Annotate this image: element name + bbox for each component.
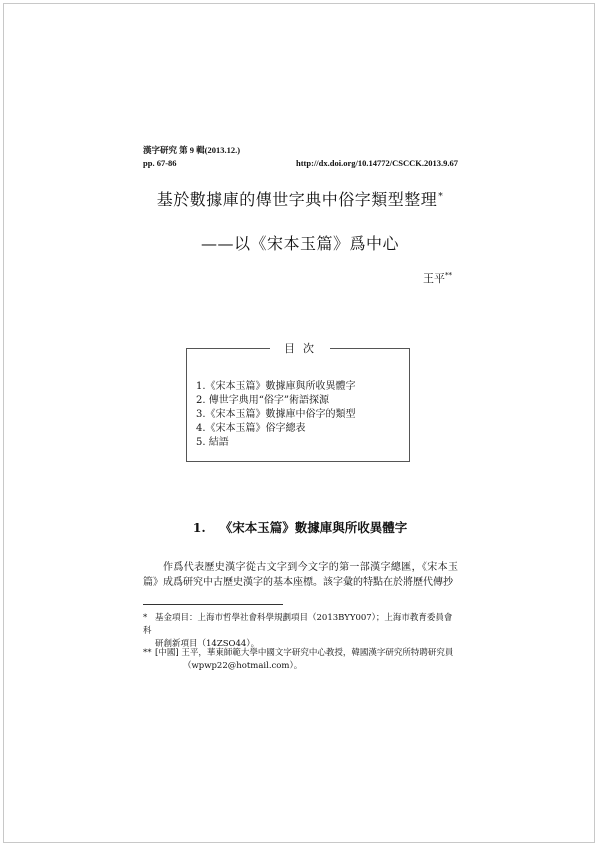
- toc-item: 4.《宋本玉篇》俗字總表: [196, 423, 306, 434]
- title-footnote-mark: *: [438, 191, 444, 202]
- toc-heading-text: 目次: [270, 342, 330, 355]
- section-number: 1.: [192, 520, 206, 535]
- running-header: [143, 144, 458, 170]
- journal-info: 漢字研究 第 9 輯(2013.12.): [143, 145, 241, 155]
- paper-subtitle: ——以《宋本玉篇》爲中心: [200, 234, 399, 253]
- footnote-text-cont: （wpwp22@hotmail.com）。: [183, 661, 303, 671]
- author-name: 王平: [423, 272, 445, 285]
- footnote-text: [中國] 王平，華東師範大學中國文字研究中心教授，韓國漢字研究所特聘研究員: [155, 648, 454, 658]
- footnote-mark: **: [143, 648, 152, 658]
- footnote-rule: [143, 604, 283, 605]
- doi-link[interactable]: http://dx.doi.org/10.14772/CSCCK.2013.9.67: [296, 158, 458, 168]
- toc-item: 1.《宋本玉篇》數據庫與所收異體字: [196, 381, 356, 392]
- footnote-1: [143, 612, 458, 651]
- page-range: pp. 67-86: [143, 158, 177, 168]
- toc-item: 2. 傳世字典用“俗字”術語探源: [196, 395, 329, 406]
- toc-heading: [0, 340, 600, 356]
- toc-list: [196, 380, 356, 450]
- paper-title: [0, 187, 600, 210]
- paper-title-text: 基於數據庫的傳世字典中俗字類型整理: [156, 190, 438, 209]
- section-heading: [0, 518, 600, 536]
- toc-item: 5. 結語: [196, 437, 229, 448]
- author-footnote-mark: **: [445, 271, 452, 280]
- body-paragraph: 作爲代表歷史漢字從古文字到今文字的第一部漢字總匯，《宋本玉篇》成爲研究中古歷史漢字的基本座標。該字彙的特點在於將歷代傳抄: [143, 562, 458, 588]
- footnote-text: 基金項目：上海市哲學社會科學規劃項目（2013BYY007）；上海市教育委員會科: [143, 613, 453, 636]
- toc-item: 3.《宋本玉篇》數據庫中俗字的類型: [196, 409, 356, 420]
- section-title: 《宋本玉篇》數據庫與所收異體字: [219, 520, 408, 535]
- author: [423, 270, 452, 286]
- footnote-mark: *: [143, 613, 148, 623]
- footnote-text-cont: 研創新項目（14ZSO44）。: [155, 639, 260, 649]
- footnote-2: [143, 647, 458, 673]
